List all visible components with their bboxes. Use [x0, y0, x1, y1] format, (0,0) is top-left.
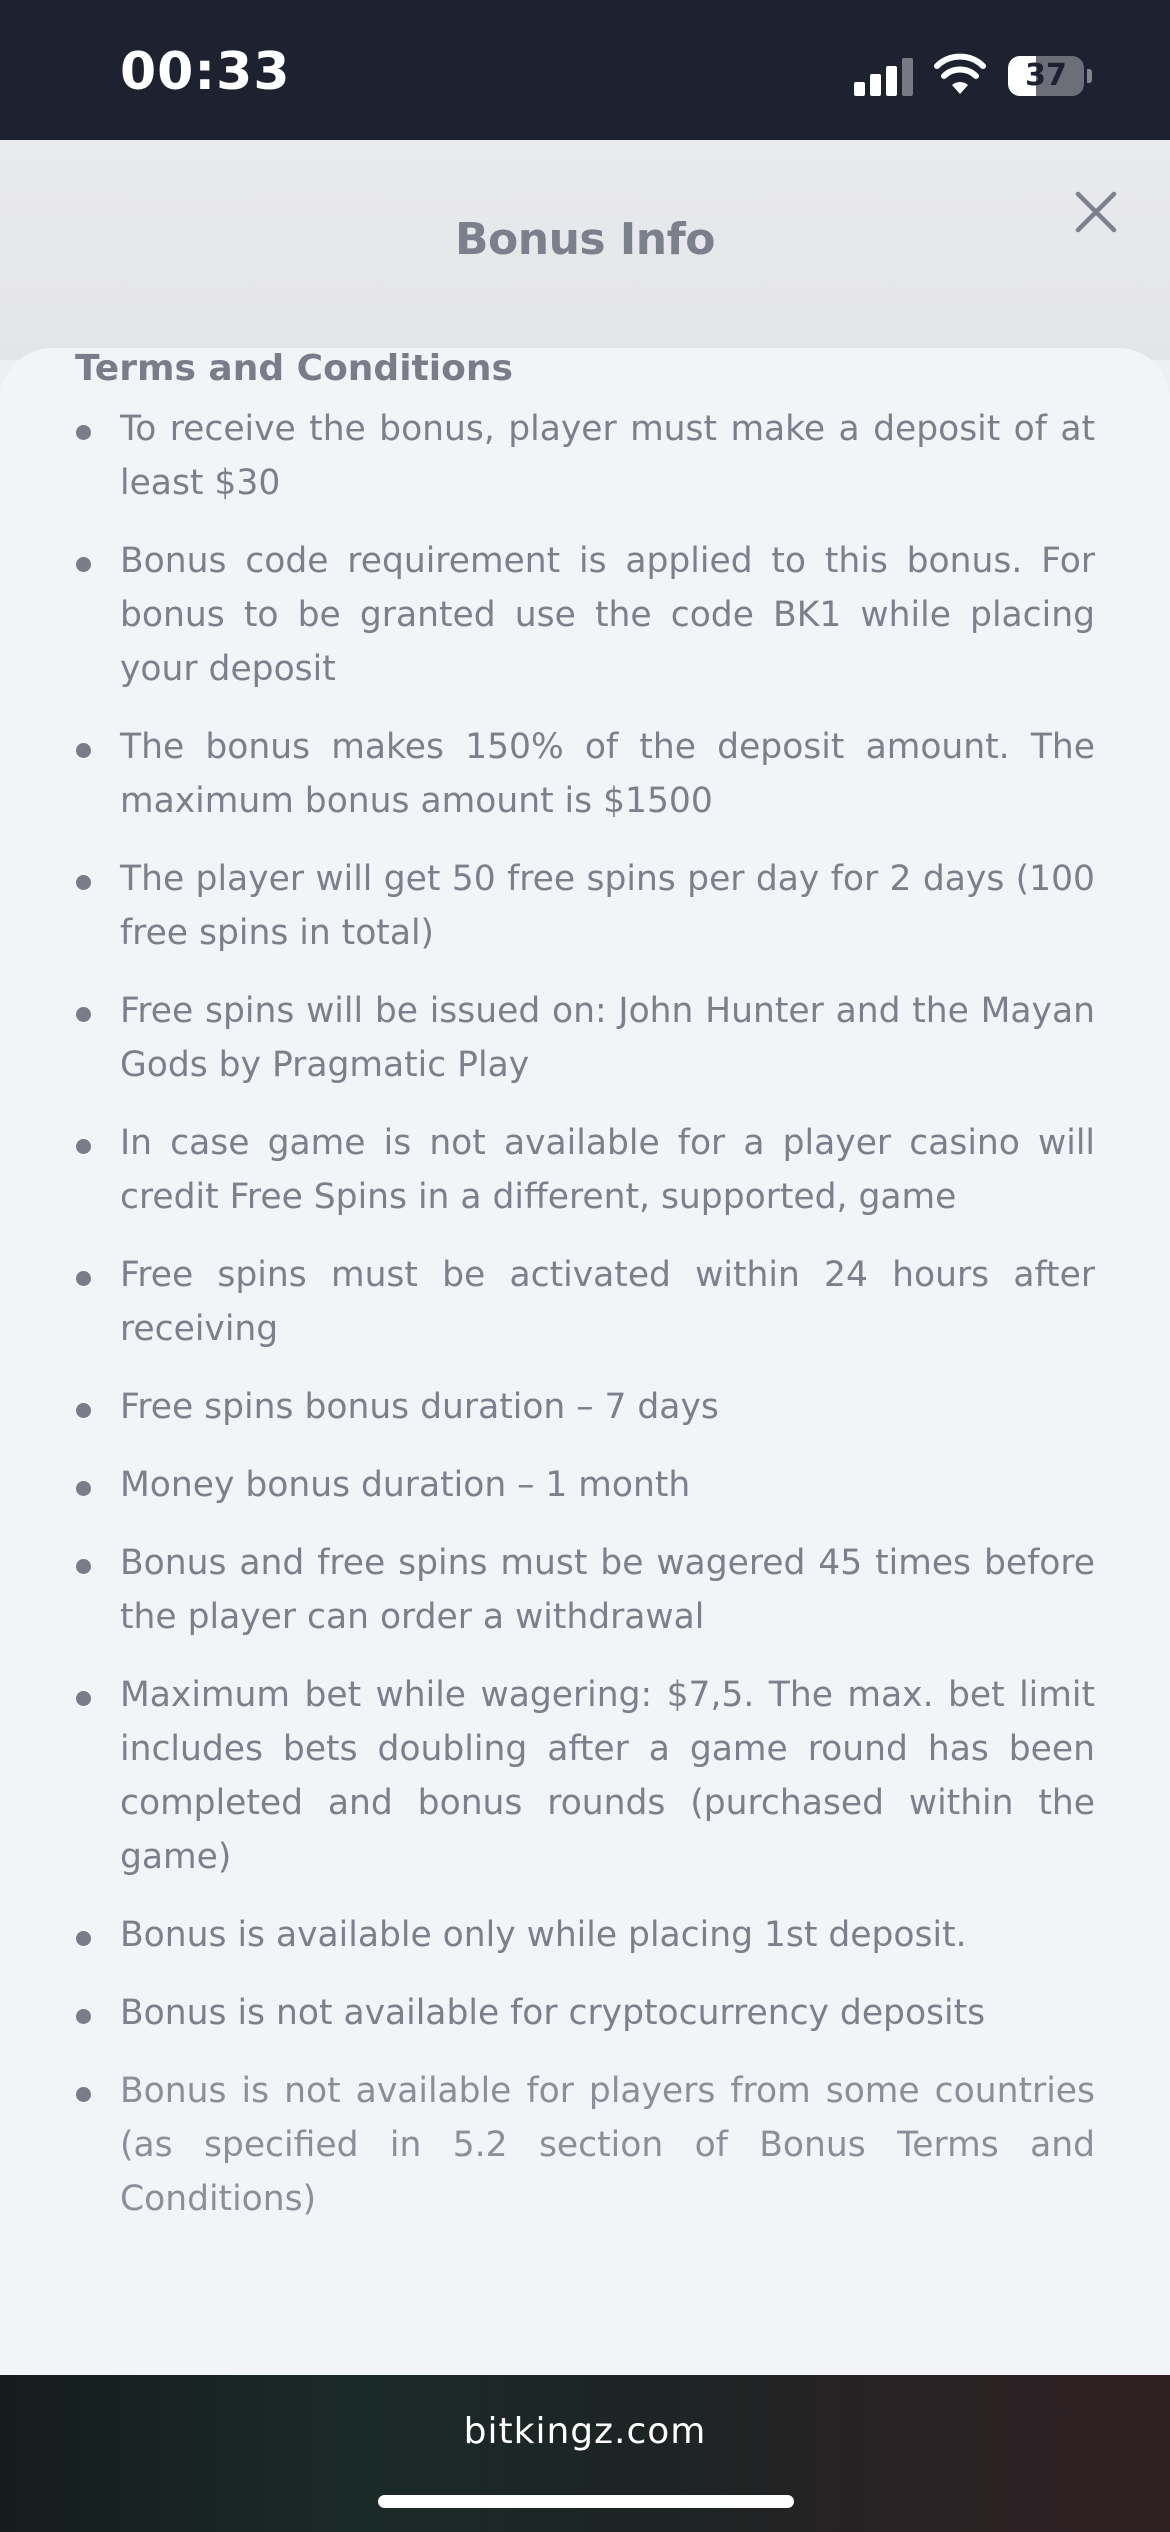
bullet-icon [76, 1691, 91, 1706]
terms-card [0, 348, 1170, 2378]
browser-address-bar[interactable] [0, 2375, 1170, 2532]
term-text: Money bonus duration – 1 month [120, 1465, 691, 1505]
bullet-icon [76, 1403, 91, 1418]
wifi-icon [934, 52, 986, 96]
bullet-icon [76, 2087, 91, 2102]
term-text: In case game is not available for a player casino will credit Free Spins in a different, supported, game [120, 1123, 1095, 1217]
list-item [0, 852, 1170, 960]
bullet-icon [76, 743, 91, 758]
list-item [0, 1986, 1170, 2040]
bullet-icon [76, 425, 91, 440]
list-item [0, 984, 1170, 1092]
cellular-signal-icon [854, 56, 912, 96]
term-text: To receive the bonus, player must make a deposit of at least $30 [120, 409, 1095, 503]
terms-list [0, 402, 1170, 2250]
term-text: Bonus and free spins must be wagered 45 times before the player can order a withdrawal [120, 1543, 1095, 1637]
term-text: Bonus is not available for players from some countries (as specified in 5.2 section of Bonus Terms and Conditions) [120, 2071, 1095, 2219]
close-icon[interactable] [1068, 184, 1124, 240]
term-text: Bonus code requirement is applied to this bonus. For bonus to be granted use the code BK1 while placing your deposit [120, 541, 1095, 689]
term-text: Bonus is not available for cryptocurrency deposits [120, 1993, 986, 2033]
status-bar [0, 0, 1170, 140]
terms-title: Terms and Conditions [75, 348, 513, 389]
bullet-icon [76, 1139, 91, 1154]
list-item [0, 720, 1170, 828]
list-item [0, 1116, 1170, 1224]
address-url[interactable]: bitkingz.com [463, 2411, 707, 2452]
bullet-icon [76, 1931, 91, 1946]
list-item [0, 1908, 1170, 1962]
bullet-icon [76, 1559, 91, 1574]
bullet-icon [76, 875, 91, 890]
term-text: The bonus makes 150% of the deposit amount. The maximum bonus amount is $1500 [120, 727, 1095, 821]
term-text: Free spins must be activated within 24 hours after receiving [120, 1255, 1095, 1349]
bullet-icon [76, 557, 91, 572]
list-item [0, 534, 1170, 696]
modal-header [0, 140, 1170, 360]
term-text: Free spins will be issued on: John Hunter and the Mayan Gods by Pragmatic Play [120, 991, 1095, 1085]
list-item [0, 402, 1170, 510]
term-text: Bonus is available only while placing 1st deposit. [120, 1915, 967, 1955]
term-text: Maximum bet while wagering: $7,5. The max. bet limit includes bets doubling after a game round has been completed and bonus rounds (purchased within the game) [120, 1675, 1095, 1877]
bullet-icon [76, 1481, 91, 1496]
list-item [0, 1458, 1170, 1512]
list-item [0, 1536, 1170, 1644]
list-item [0, 2064, 1170, 2226]
list-item [0, 1380, 1170, 1434]
bullet-icon [76, 1007, 91, 1022]
bullet-icon [76, 1271, 91, 1286]
status-time: 00:33 [120, 42, 291, 102]
list-item [0, 1248, 1170, 1356]
list-item [0, 1668, 1170, 1884]
bullet-icon [76, 2009, 91, 2024]
term-text: The player will get 50 free spins per day for 2 days (100 free spins in total) [120, 859, 1095, 953]
home-indicator[interactable] [378, 2495, 794, 2508]
term-text: Free spins bonus duration – 7 days [120, 1387, 719, 1427]
modal-title: Bonus Info [455, 214, 715, 265]
battery-level: 37 [1025, 58, 1067, 93]
battery-icon [1008, 56, 1090, 96]
